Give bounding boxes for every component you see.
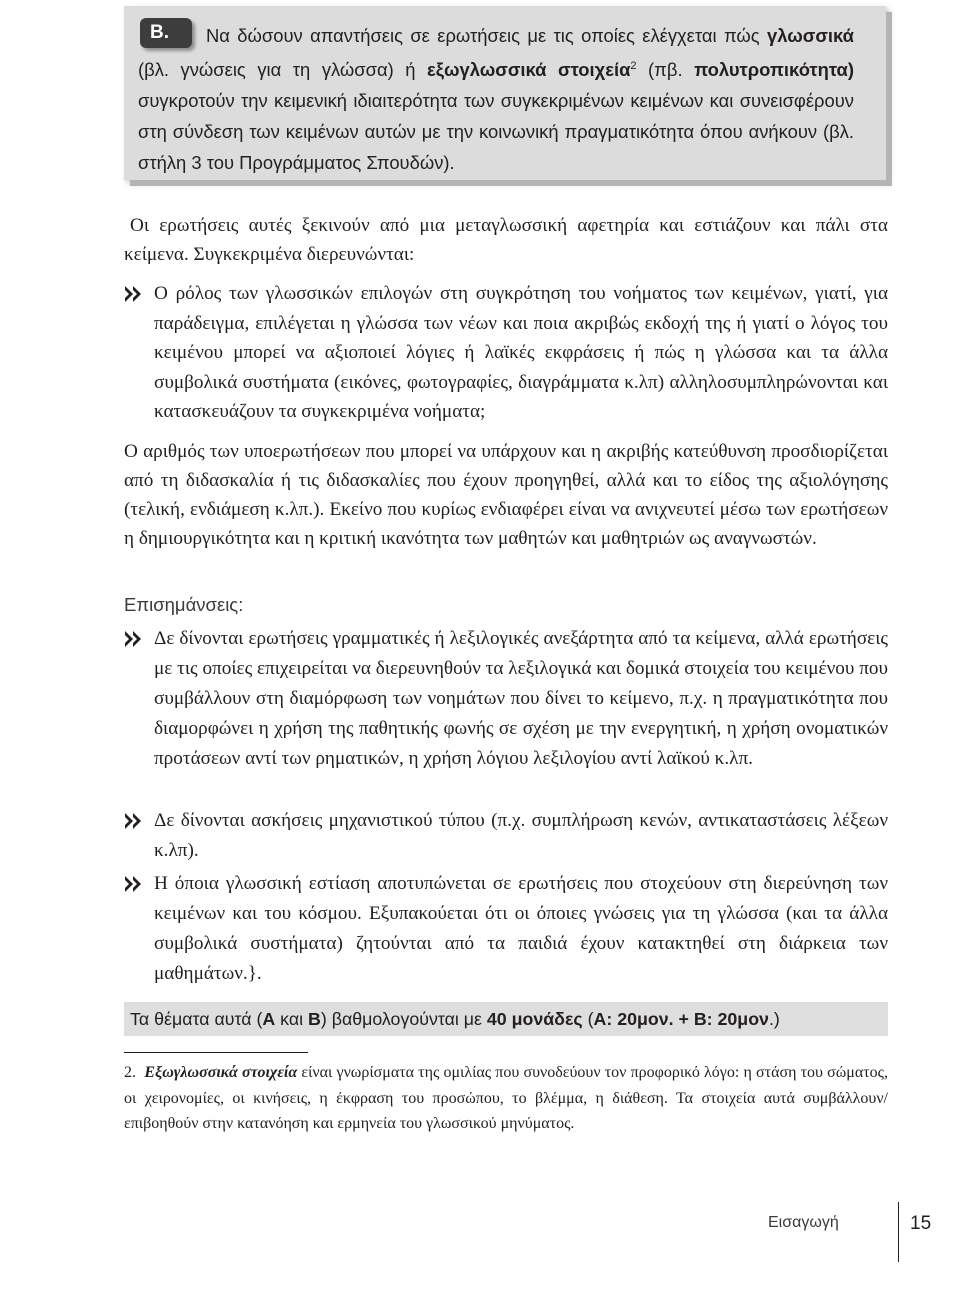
intro-text: Οι ερωτήσεις αυτές ξεκινούν από μια μεταγλωσσική αφετηρία και εστιάζουν και πάλι στα κείμενα. Συγκεκριμένα διερευνώνται: xyxy=(124,215,888,265)
intro-paragraph xyxy=(124,211,888,269)
bullet-main-text: Ο ρόλος των γλωσσικών επιλογών στη συγκρότηση του νοήματος των κειμένων, γιατί, για παράδειγμα, επιλέγεται η γλώσσα των νέων και ποια ακριβώς εκδοχή της ή γιατί ο λόγος του κειμένου μπορεί να αξιοποιεί λόγιες ή λαϊκές εκφράσεις ή πώς η γλώσσα και τα άλλα συμβολικά συστήματα (εικόνες, φωτογραφίες, διαγράμματα κ.λπ) αλληλοσυμπληρώνονται και κατασκευάζουν τα συγκεκριμένα νοήματα; xyxy=(154,283,888,422)
grades-bar xyxy=(124,1002,888,1036)
double-chevron-icon xyxy=(124,630,144,648)
footnote-term: Εξωγλωσσικά στοιχεία xyxy=(144,1064,298,1081)
note-text: Δε δίνονται ερωτήσεις γραμματικές ή λεξιλογικές ανεξάρτητα από τα κείμενα, αλλά ερωτήσεις με τις οποίες επιχειρείται να διερευνηθούν τα λεξιλογικά και δομικά στοιχεία του κειμένου που συμβάλλουν στη διαμόρφωση των νοημάτων που δίνει το κείμενο, π.χ. η πραγματικότητα που διαμορφώνει η χρήση της παθητικής φωνής σε σχέση με την ενεργητική, η χρήση ονοματικών προτάσεων αντί των ρηματικών, η χρήση λόγιου λεξιλογίου αντί λαϊκού κ.λπ. xyxy=(154,628,888,769)
grades-bold: A: 20μον. + B: 20μον xyxy=(593,1009,769,1029)
grades-text: .) xyxy=(768,1009,780,1029)
grades-text: ) βαθμολογούνται με xyxy=(320,1009,487,1029)
box-text-bold2: εξωγλωσσικά στοιχεία xyxy=(427,59,631,81)
box-text-part1: Να δώσουν απαντήσεις σε ερωτήσεις με τις οποίες ελέγχεται πώς xyxy=(206,25,767,46)
double-chevron-icon xyxy=(124,812,144,830)
grades-text: και xyxy=(275,1009,309,1029)
box-text-part3: (πβ. xyxy=(636,59,695,81)
grades-text: ( xyxy=(582,1009,594,1029)
box-text-part4: συγκροτούν την κειμενική ιδιαιτερότητα των συγκεκριμένων κειμένων και συνεισφέρουν στη σύνδεση των κειμένων αυτών με την κοινωνική πραγματικότητα όπου ανήκουν (βλ. στήλη 3 του Προγράμματος Σπουδών). xyxy=(138,90,854,174)
box-text-part2: (βλ. γνώσεις για τη γλώσσα) ή xyxy=(138,59,428,81)
footnote-divider xyxy=(124,1052,308,1053)
footnote-number: 2. xyxy=(124,1064,136,1081)
footnote-ref: 2 xyxy=(630,60,637,72)
page-number: 15 xyxy=(910,1213,932,1234)
footnote xyxy=(124,1060,888,1137)
double-chevron-icon xyxy=(124,875,144,893)
footer-section-label: Εισαγωγή xyxy=(768,1214,839,1231)
footer-divider xyxy=(898,1202,899,1262)
grades-bold: B xyxy=(308,1009,321,1029)
double-chevron-icon xyxy=(124,285,144,303)
grades-text: Τα θέματα αυτά ( xyxy=(130,1009,263,1029)
footnote-text: είναι γνωρίσματα της ομιλίας που συνοδεύουν τον προφορικό λόγο: η στάση του σώματος, οι χειρονομίες, οι κινήσεις, η έκφραση του προσώπου, το βλέμμα, η διάθεση. Τα στοιχεία αυτά συμβάλλουν/επιβοηθούν στην κατανόηση και ερμηνεία του γλωσσικού μηνύματος. xyxy=(124,1064,888,1132)
grades-bold: 40 μονάδες xyxy=(486,1009,583,1029)
box-text-bold1: γλωσσικά xyxy=(767,25,854,46)
note-text: Η όποια γλωσσική εστίαση αποτυπώνεται σε ερωτήσεις που στοχεύουν στη διερεύνηση των κειμένων και του κόσμου. Εξυπακούεται ότι οι όποιες γνώσεις για τη γλώσσα (και τα άλλα συμβολικά συστήματα) ζητούνται από τα παιδιά έχουν κατακτηθεί στη διάρκεια των μαθημάτων.}. xyxy=(154,873,888,984)
notes-heading: Επισημάνσεις: xyxy=(124,594,244,615)
paragraph-2: Ο αριθμός των υποερωτήσεων που μπορεί να υπάρχουν και η ακριβής κατεύθυνση προσδιορίζεται από τη διδασκαλία ή τις διδασκαλίες που έχουν προηγηθεί, αλλά και το είδος της αξιολόγησης (τελική, ενδιάμεση κ.λπ.). Εκείνο που κυρίως ενδιαφέρει είναι να ανιχνευτεί μέσω των ερωτήσεων η δημιουργικότητα και η κριτική ικανότητα των μαθητών και μαθητριών ως αναγνωστών. xyxy=(124,441,888,549)
box-text-bold3: πολυτροπικότητα) xyxy=(694,59,854,81)
section-b-text xyxy=(138,20,854,178)
section-b-badge: B. xyxy=(140,18,192,48)
note-text: Δε δίνονται ασκήσεις μηχανιστικού τύπου (π.χ. συμπλήρωση κενών, αντικαταστάσεις λέξεων κ.λπ). xyxy=(154,810,888,861)
grades-bold: A xyxy=(262,1009,276,1029)
